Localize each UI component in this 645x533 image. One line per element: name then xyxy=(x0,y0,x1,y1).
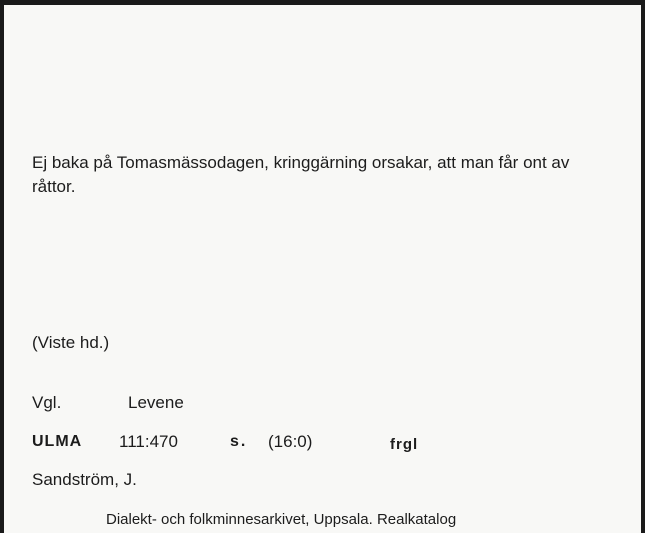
parish-label: Levene xyxy=(128,393,184,412)
subject-code: frgl xyxy=(390,436,419,453)
archive-footer: Dialekt- och folkminnesarkivet, Uppsala. Realkatalog xyxy=(106,511,457,528)
record-number: 111:470 xyxy=(119,432,178,451)
region-label: (Viste hd.) xyxy=(32,333,110,352)
type-code: s. xyxy=(230,433,248,450)
type-number: (16:0) xyxy=(268,432,313,451)
province-label: Vgl. xyxy=(32,393,62,412)
archive-card xyxy=(4,5,641,533)
archive-code: ULMA xyxy=(32,433,83,450)
card-body-text: Ej baka på Tomasmässodagen, kringgärning orsakar, att man får ont av råttor. xyxy=(32,153,570,196)
recorder-name: Sandström, J. xyxy=(32,470,137,489)
